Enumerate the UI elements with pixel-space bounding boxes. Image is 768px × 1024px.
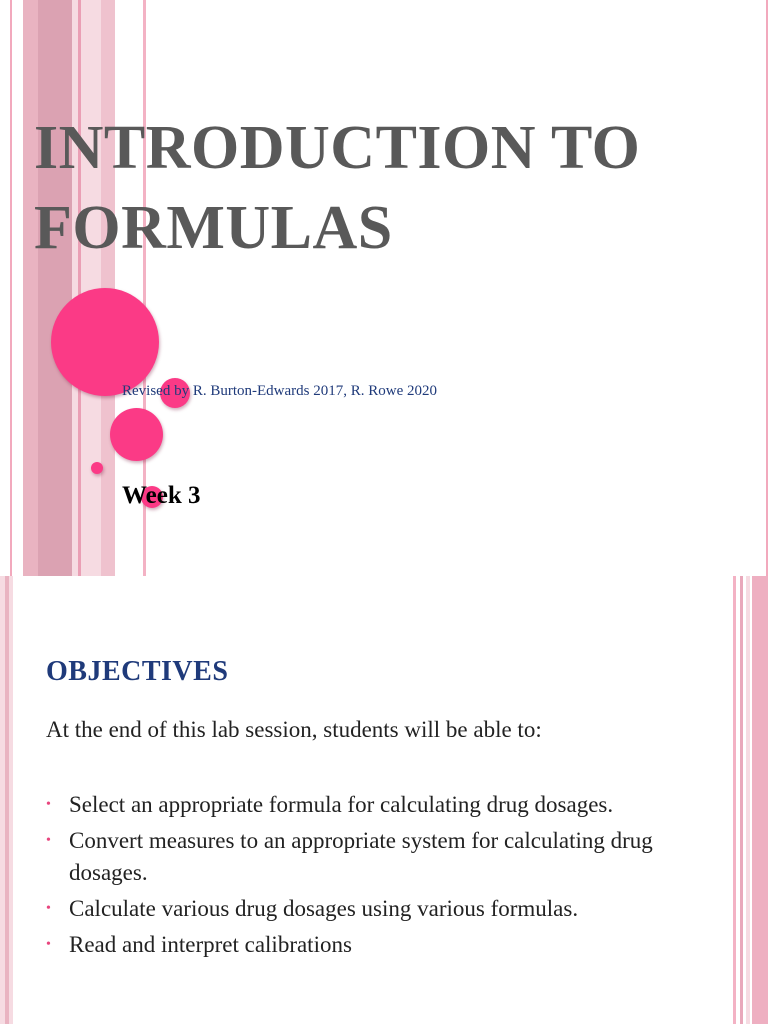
list-item: [46, 929, 666, 961]
slide-title: [34, 108, 754, 268]
medium-circle: [110, 408, 163, 461]
decorative-stripe: [740, 576, 743, 1024]
objective-text: Calculate various drug dosages using various formulas.: [69, 896, 579, 921]
objectives-slide: [0, 576, 768, 1024]
objective-text: Read and interpret calibrations: [69, 932, 352, 957]
decorative-stripe: [10, 0, 12, 576]
list-item: [46, 825, 666, 889]
decorative-stripe: [9, 576, 13, 1024]
week-label: Week 3: [122, 482, 201, 509]
bullet-icon: •: [46, 937, 51, 952]
list-item: [46, 789, 666, 821]
list-item: [46, 893, 666, 925]
bullet-icon: •: [46, 797, 51, 812]
intro-text: At the end of this lab session, students will be able to:: [46, 717, 542, 742]
decorative-stripe: [23, 0, 38, 576]
decorative-stripe: [733, 576, 736, 1024]
bullet-icon: •: [46, 833, 51, 848]
tiny-circle: [91, 462, 103, 474]
large-circle: [51, 288, 159, 396]
title-line-2: FORMULAS: [34, 194, 393, 262]
title-line-1: INTRODUCTION TO: [34, 114, 641, 182]
decorative-stripe: [38, 0, 72, 576]
revision-credit: Revised by R. Burton-Edwards 2017, R. Rowe 2020: [122, 383, 437, 399]
objective-text: Select an appropriate formula for calculating drug dosages.: [69, 792, 614, 817]
objective-text: Convert measures to an appropriate system for calculating drug dosages.: [69, 828, 653, 885]
decorative-stripe: [752, 576, 768, 1024]
bullet-icon: •: [46, 901, 51, 916]
objectives-list: [46, 789, 666, 965]
decorative-stripe: [746, 576, 750, 1024]
slide-heading: OBJECTIVES: [46, 656, 229, 687]
